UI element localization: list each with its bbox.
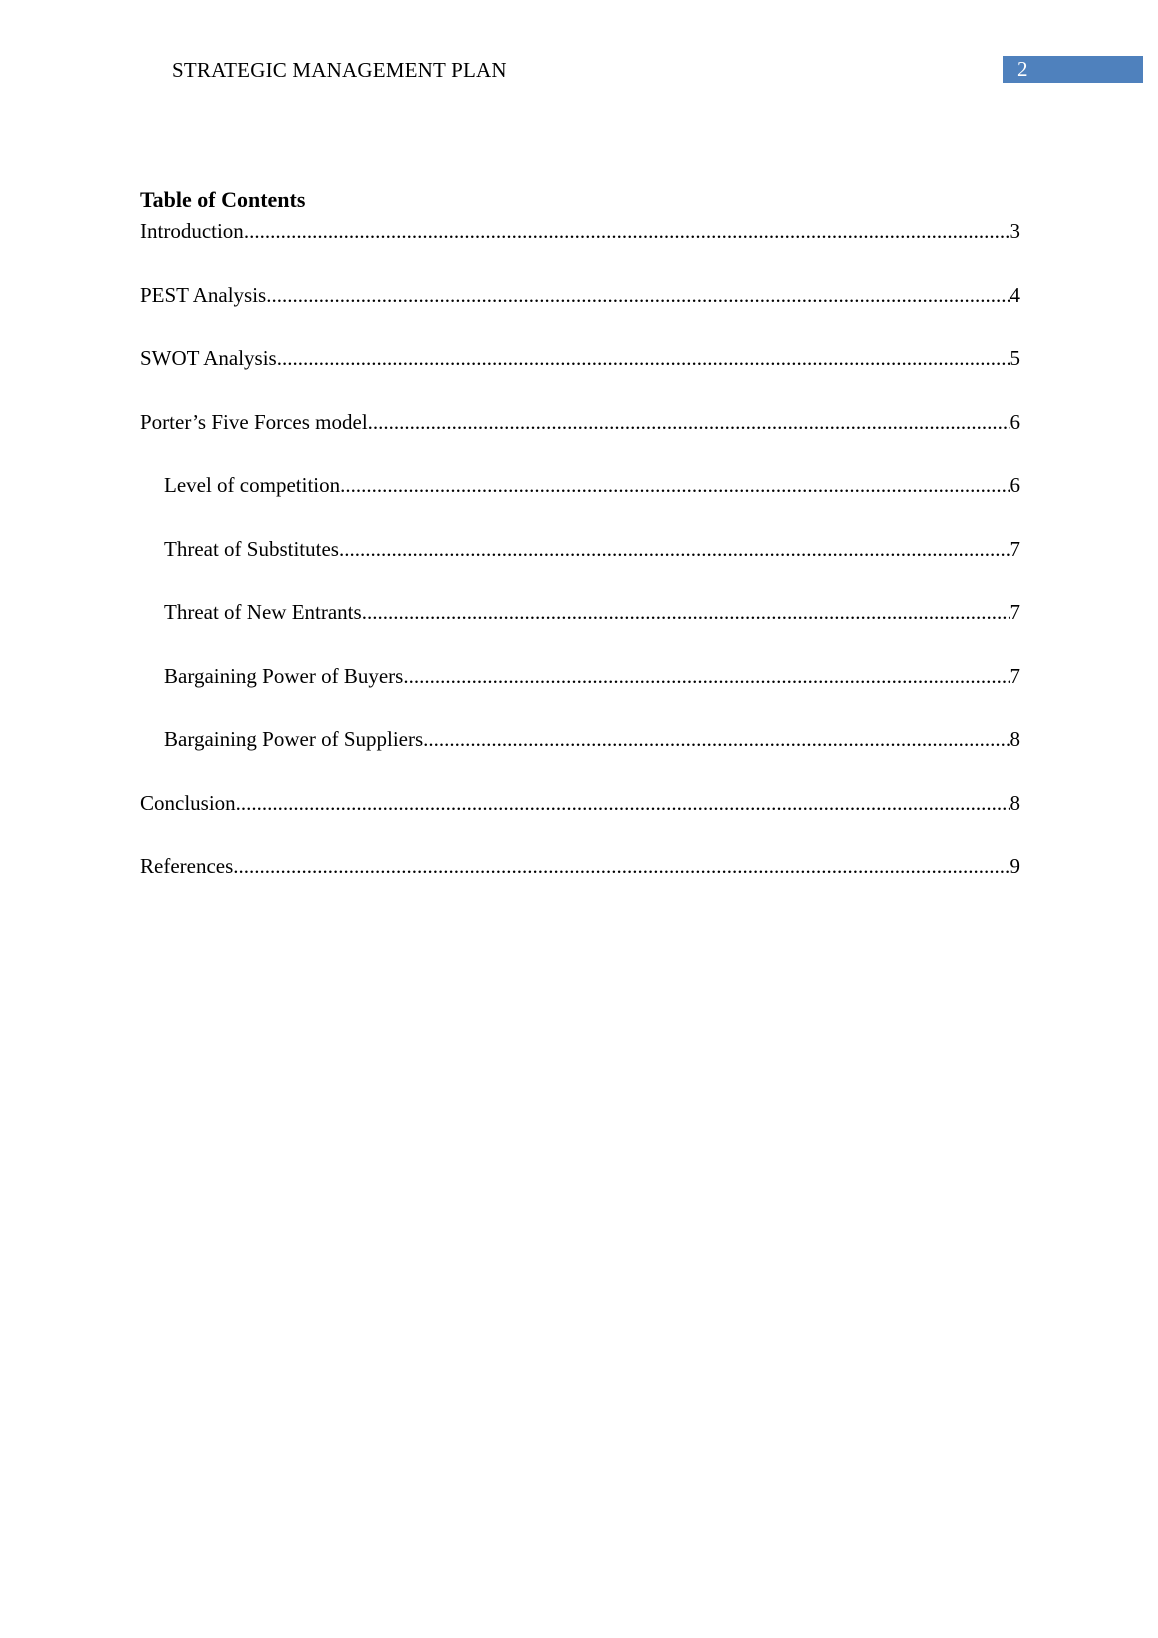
running-head-title: STRATEGIC MANAGEMENT PLAN [172,58,507,82]
toc-entry-porters-five-forces[interactable] [140,407,1020,437]
toc-entry-page: 7 [1009,663,1020,688]
dot-leader [236,788,1010,818]
toc-entry-page: 7 [1009,536,1020,561]
toc-entry-page: 7 [1009,600,1020,624]
toc-entry-title: References [140,854,234,878]
toc-entry-page: 4 [1009,282,1020,307]
toc-entry-title: Conclusion [140,790,236,815]
toc-entry-page: 3 [1009,219,1020,243]
toc-entry-title: SWOT Analysis [140,346,277,370]
toc-entry-title: PEST Analysis [140,282,267,307]
dot-leader [233,851,1009,881]
toc-entry-title: Level of competition [164,473,341,497]
dot-leader [368,407,1010,437]
toc-entry-level-of-competition[interactable] [140,470,1020,500]
toc-entry-swot-analysis[interactable] [140,343,1020,373]
toc-entry-threat-of-new-entrants[interactable] [140,597,1020,627]
table-of-contents [140,185,1020,915]
toc-entry-threat-of-substitutes[interactable] [140,534,1020,564]
toc-entry-references[interactable] [140,851,1020,881]
toc-entry-title: Porter’s Five Forces model [140,409,368,434]
page-number: 2 [1017,57,1028,81]
toc-entry-title: Bargaining Power of Suppliers [164,727,424,751]
toc-entry-page: 6 [1009,473,1020,497]
toc-entry-title: Threat of New Entrants [164,600,362,624]
toc-entry-page: 5 [1009,346,1020,370]
dot-leader [277,343,1010,373]
dot-leader [403,661,1009,691]
dot-leader [339,534,1010,564]
toc-entry-page: 8 [1009,790,1020,815]
toc-entry-pest-analysis[interactable] [140,280,1020,310]
toc-entry-introduction[interactable] [140,216,1020,246]
toc-entry-bargaining-power-buyers[interactable] [140,661,1020,691]
page-number-badge [1003,56,1143,83]
toc-entry-title: Introduction [140,219,244,243]
toc-entry-title: Bargaining Power of Buyers [164,663,404,688]
toc-entry-conclusion[interactable] [140,788,1020,818]
dot-leader [266,280,1009,310]
toc-entry-page: 8 [1009,727,1020,751]
toc-heading: Table of Contents [140,187,306,212]
toc-list [140,216,1020,881]
toc-entry-page: 6 [1009,409,1020,434]
toc-entry-page: 9 [1009,854,1020,878]
toc-entry-bargaining-power-suppliers[interactable] [140,724,1020,754]
dot-leader [362,597,1010,627]
dot-leader [244,216,1010,246]
dot-leader [423,724,1009,754]
toc-entry-title: Threat of Substitutes [164,536,339,561]
dot-leader [340,470,1009,500]
